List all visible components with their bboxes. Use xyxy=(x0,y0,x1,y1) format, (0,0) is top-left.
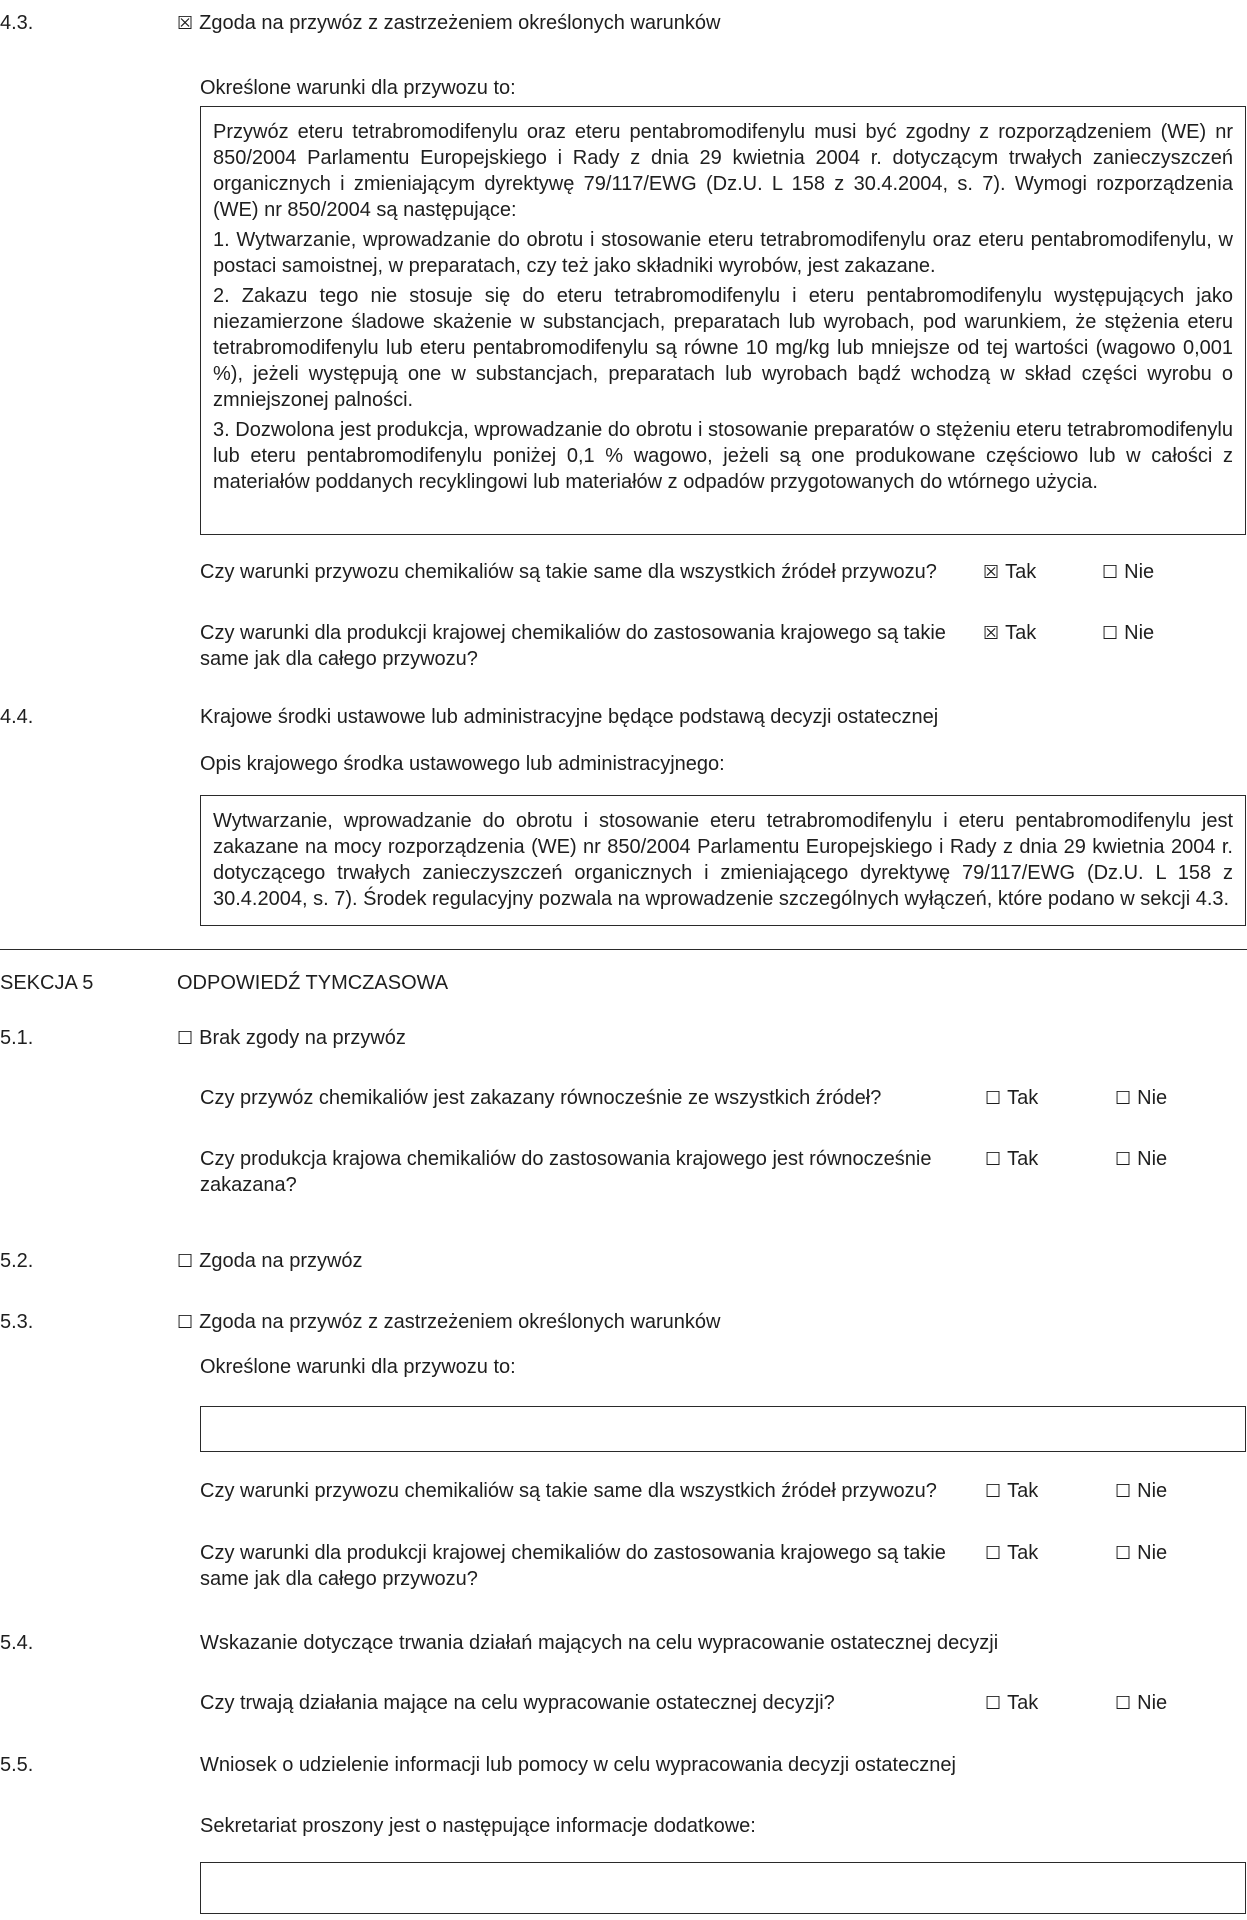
answer-no[interactable] xyxy=(1102,620,1154,646)
yes-label: Tak xyxy=(1007,1148,1039,1170)
yes-label: Tak xyxy=(1007,1692,1039,1714)
section-5-label: SEKCJA 5 xyxy=(0,972,94,994)
checkbox-icon[interactable]: ☐ xyxy=(177,1028,194,1048)
yes-label: Tak xyxy=(1007,1480,1039,1502)
no-label: Nie xyxy=(1124,622,1155,644)
answer-yes[interactable] xyxy=(985,1690,1038,1716)
checked-checkbox-icon[interactable]: ☒ xyxy=(983,562,1000,582)
answer-no[interactable] xyxy=(1115,1478,1167,1504)
question-text: Czy produkcja krajowa chemikaliów do zastosowania krajowego jest równocześnie zakazana? xyxy=(200,1148,932,1196)
conditions-box xyxy=(200,106,1246,535)
answer-no[interactable] xyxy=(1115,1146,1167,1172)
question-text: Czy warunki dla produkcji krajowej chemikaliów do zastosowania krajowego są takie same jak dla całego przywozu? xyxy=(200,1542,946,1590)
section-5-5-number: 5.5. xyxy=(0,1754,34,1776)
no-label: Nie xyxy=(1137,1480,1168,1502)
section-5-1-heading xyxy=(177,1025,406,1051)
question-text: Czy warunki przywozu chemikaliów są takie same dla wszystkich źródeł przywozu? xyxy=(200,561,937,583)
measure-text: Wytwarzanie, wprowadzanie do obrotu i stosowanie eteru tetrabromodifenylu i eteru pentabromodifenylu jest zakazane na mocy rozporządzenia (WE) nr 850/2004 Parlamentu Europejskiego i Rady z dnia 29 kwietnia 2004 r. dotyczącego trwałych zanieczyszczeń organicznych i zmieniającego dyrektywę 79/117/EWG (Dz.U. L 158 z 30.4.2004, s. 7). Środek regulacyjny pozwala na wprowadzenie szczególnych wyłączeń, które podano w sekcji 4.3. xyxy=(213,810,1233,910)
conditions-paragraph: 2. Zakazu tego nie stosuje się do eteru tetrabromodifenylu i eteru pentabromodifenylu występujących jako niezamierzone śladowe skażenie w substancjach, preparatach lub wyrobach, pod warunkiem, że stężenia eteru tetrabromodifenylu lub eteru pentabromodifenylu są równe 10 mg/kg lub mniejsze od tej wartości (wagowo 0,001 %), jeżeli występują one w substancjach, preparatach lub wyrobach bądź wchodzą w skład części wyrobu o zmniejszonej palności. xyxy=(213,285,1233,411)
checkbox-icon[interactable]: ☐ xyxy=(177,1251,194,1271)
conditions-paragraph: 3. Dozwolona jest produkcja, wprowadzanie do obrotu i stosowanie preparatów o stężeniu eteru tetrabromodifenylu lub eteru pentabromodifenylu poniżej 0,1 % wagowo, jeżeli są one produkowane częściowo lub w całości z materiałów poddanych recyklingowi lub materiałów z odpadów przygotowanych do wtórnego użycia. xyxy=(213,419,1233,493)
checkbox-icon[interactable]: ☐ xyxy=(985,1481,1002,1501)
answer-no[interactable] xyxy=(1115,1085,1167,1111)
section-5-5-subtitle: Sekretariat proszony jest o następujące informacje dodatkowe: xyxy=(200,1815,756,1837)
checkbox-icon[interactable]: ☐ xyxy=(1102,562,1119,582)
answer-yes[interactable] xyxy=(983,559,1036,585)
conditions-paragraph: 1. Wytwarzanie, wprowadzanie do obrotu i stosowanie eteru tetrabromodifenylu oraz eteru pentabromodifenylu, w postaci samoistnej, w preparatach, czy też jako składniki wyrobów, jest zakazane. xyxy=(213,229,1233,277)
question-text: Czy trwają działania mające na celu wypracowanie ostatecznej decyzji? xyxy=(200,1692,835,1714)
checkbox-icon[interactable]: ☐ xyxy=(1115,1088,1132,1108)
yes-label: Tak xyxy=(1005,561,1037,583)
checked-checkbox-icon[interactable]: ☒ xyxy=(177,13,194,33)
section-5-4-number: 5.4. xyxy=(0,1632,34,1654)
question-text: Czy przywóz chemikaliów jest zakazany równocześnie ze wszystkich źródeł? xyxy=(200,1087,882,1109)
yes-label: Tak xyxy=(1007,1087,1039,1109)
no-label: Nie xyxy=(1124,561,1155,583)
section-5-3-title: Zgoda na przywóz z zastrzeżeniem określonych warunków xyxy=(199,1311,721,1333)
section-4-3-number: 4.3. xyxy=(0,12,34,34)
answer-no[interactable] xyxy=(1102,559,1154,585)
additional-info-input-box[interactable] xyxy=(200,1862,1246,1914)
checkbox-icon[interactable]: ☐ xyxy=(1115,1543,1132,1563)
answer-yes[interactable] xyxy=(985,1085,1038,1111)
section-4-3-subtitle: Określone warunki dla przywozu to: xyxy=(200,77,516,99)
section-5-1-number: 5.1. xyxy=(0,1027,34,1049)
answer-yes[interactable] xyxy=(985,1478,1038,1504)
question-text: Czy warunki przywozu chemikaliów są takie same dla wszystkich źródeł przywozu? xyxy=(200,1480,937,1502)
section-5-2-heading xyxy=(177,1248,363,1274)
section-5-2-number: 5.2. xyxy=(0,1250,34,1272)
checkbox-icon[interactable]: ☐ xyxy=(985,1543,1002,1563)
checkbox-icon[interactable]: ☐ xyxy=(1115,1149,1132,1169)
answer-yes[interactable] xyxy=(985,1146,1038,1172)
section-divider xyxy=(0,949,1247,950)
section-5-2-title: Zgoda na przywóz xyxy=(199,1250,363,1272)
yes-label: Tak xyxy=(1005,622,1037,644)
no-label: Nie xyxy=(1137,1087,1168,1109)
section-4-3-heading xyxy=(177,10,720,36)
section-5-3-heading xyxy=(177,1309,720,1335)
section-4-4-subtitle: Opis krajowego środka ustawowego lub administracyjnego: xyxy=(200,753,725,775)
section-5-1-title: Brak zgody na przywóz xyxy=(199,1027,406,1049)
answer-yes[interactable] xyxy=(985,1540,1038,1566)
section-5-5-title: Wniosek o udzielenie informacji lub pomocy w celu wypracowania decyzji ostatecznej xyxy=(200,1754,956,1776)
no-label: Nie xyxy=(1137,1692,1168,1714)
section-4-4-title: Krajowe środki ustawowe lub administracyjne będące podstawą decyzji ostatecznej xyxy=(200,706,939,728)
answer-no[interactable] xyxy=(1115,1540,1167,1566)
section-5-4-title: Wskazanie dotyczące trwania działań mających na celu wypracowanie ostatecznej decyzji xyxy=(200,1632,999,1654)
measure-box xyxy=(200,795,1246,926)
checkbox-icon[interactable]: ☐ xyxy=(1115,1481,1132,1501)
checkbox-icon[interactable]: ☐ xyxy=(985,1088,1002,1108)
checkbox-icon[interactable]: ☐ xyxy=(1115,1693,1132,1713)
checkbox-icon[interactable]: ☐ xyxy=(985,1149,1002,1169)
section-5-3-number: 5.3. xyxy=(0,1311,34,1333)
section-5-title: ODPOWIEDŹ TYMCZASOWA xyxy=(177,972,449,994)
section-4-4-number: 4.4. xyxy=(0,706,34,728)
question-text: Czy warunki dla produkcji krajowej chemikaliów do zastosowania krajowego są takie same jak dla całego przywozu? xyxy=(200,622,946,670)
yes-label: Tak xyxy=(1007,1542,1039,1564)
answer-no[interactable] xyxy=(1115,1690,1167,1716)
answer-yes[interactable] xyxy=(983,620,1036,646)
conditions-paragraph: Przywóz eteru tetrabromodifenylu oraz eteru pentabromodifenylu musi być zgodny z rozporządzeniem (WE) nr 850/2004 Parlamentu Europejskiego i Rady z dnia 29 kwietnia 2004 r. dotyczącym trwałych zanieczyszczeń organicznych i zmieniającym dyrektywę 79/117/EWG (Dz.U. L 158 z 30.4.2004, s. 7). Wymogi rozporządzenia (WE) nr 850/2004 są następujące: xyxy=(213,121,1233,221)
checkbox-icon[interactable]: ☐ xyxy=(177,1312,194,1332)
checked-checkbox-icon[interactable]: ☒ xyxy=(983,623,1000,643)
checkbox-icon[interactable]: ☐ xyxy=(1102,623,1119,643)
checkbox-icon[interactable]: ☐ xyxy=(985,1693,1002,1713)
no-label: Nie xyxy=(1137,1148,1168,1170)
conditions-input-box[interactable] xyxy=(200,1406,1246,1452)
section-5-3-subtitle: Określone warunki dla przywozu to: xyxy=(200,1356,516,1378)
no-label: Nie xyxy=(1137,1542,1168,1564)
section-4-3-title: Zgoda na przywóz z zastrzeżeniem określonych warunków xyxy=(199,12,721,34)
